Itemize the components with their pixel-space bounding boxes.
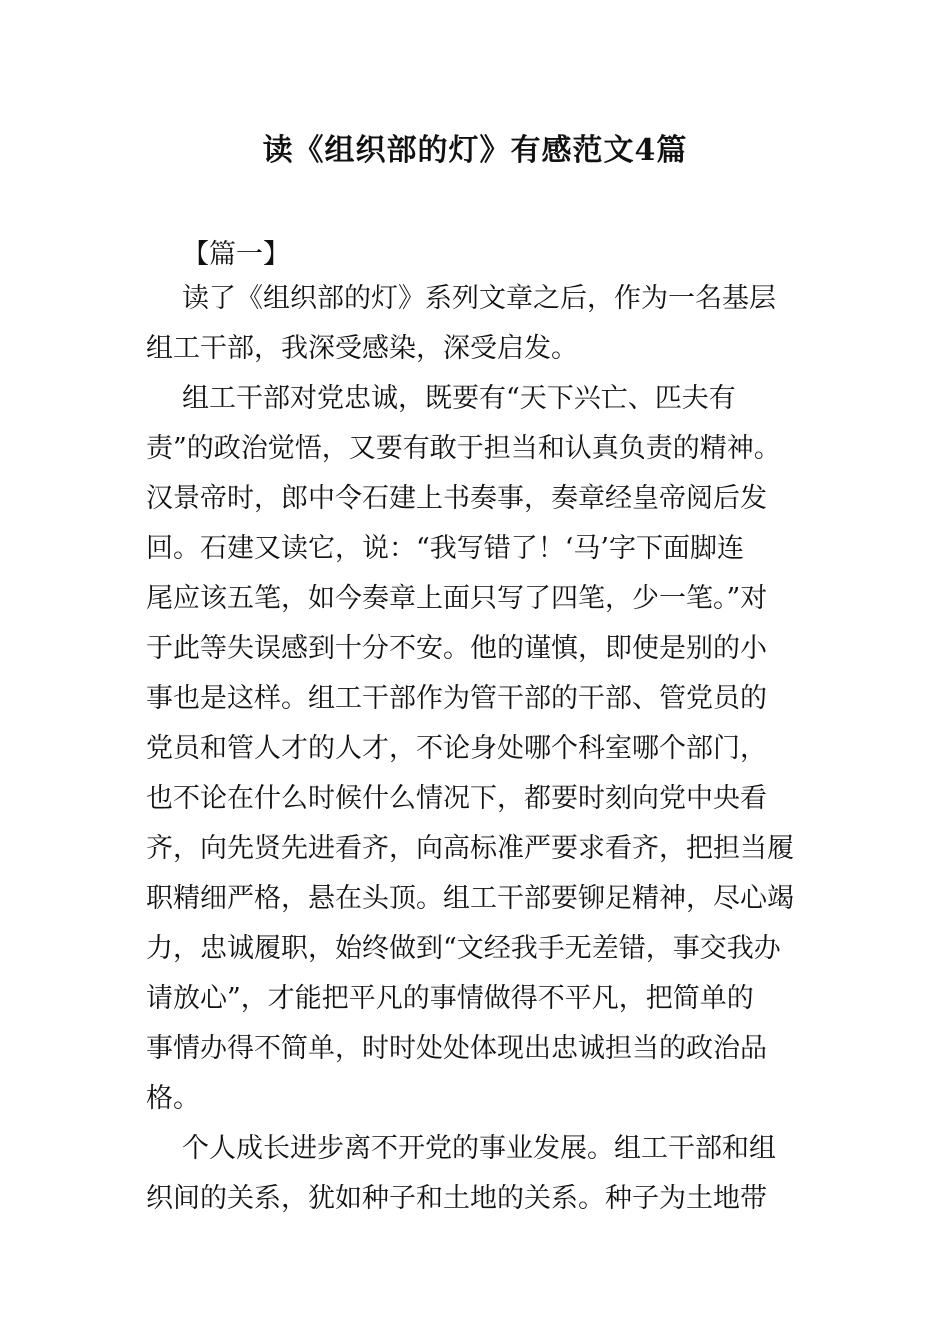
paragraph-line: 齐，向先贤先进看齐，向高标准严要求看齐，把担当履 bbox=[146, 833, 794, 864]
paragraph-line: 事也是这样。组工干部作为管干部的干部、管党员的 bbox=[146, 683, 767, 714]
paragraph-line: 责”的政治觉悟，又要有敢于担当和认真负责的精神。 bbox=[146, 433, 781, 464]
paragraph-line: 织间的关系，犹如种子和土地的关系。种子为土地带 bbox=[146, 1183, 767, 1214]
paragraph-line: 尾应该五笔，如今奏章上面只写了四笔，少一笔。”对 bbox=[146, 583, 768, 614]
paragraph-line: 个人成长进步离不开党的事业发展。组工干部和组 bbox=[182, 1133, 776, 1164]
paragraph-line: 回。石建又读它，说：“我写错了！‘马’字下面脚连 bbox=[146, 533, 744, 564]
paragraph-line: 党员和管人才的人才，不论身处哪个科室哪个部门， bbox=[146, 733, 767, 764]
body-text bbox=[146, 274, 810, 1224]
paragraph-line: 请放心”，才能把平凡的事情做得不平凡，把简单的 bbox=[146, 983, 754, 1014]
document-title: 读《组织部的灯》有感范文4篇 bbox=[262, 133, 688, 168]
paragraph-line: 于此等失误感到十分不安。他的谨慎，即使是别的小 bbox=[146, 633, 767, 664]
paragraph-line: 职精细严格，悬在头顶。组工干部要铆足精神，尽心竭 bbox=[146, 883, 794, 914]
paragraph-line: 格。 bbox=[146, 1083, 200, 1114]
paragraph-line: 组工干部对党忠诚，既要有“天下兴亡、匹夫有 bbox=[182, 383, 736, 414]
paragraph-line: 事情办得不简单，时时处处体现出忠诚担当的政治品 bbox=[146, 1033, 767, 1064]
paragraph-line: 组工干部，我深受感染，深受启发。 bbox=[146, 333, 578, 364]
paragraph-line: 汉景帝时，郎中令石建上书奏事，奏章经皇帝阅后发 bbox=[146, 483, 767, 514]
section-heading: 【篇一】 bbox=[182, 239, 290, 270]
paragraph-line: 力，忠诚履职，始终做到“文经我手无差错，事交我办 bbox=[146, 933, 781, 964]
paragraph-line: 也不论在什么时候什么情况下，都要时刻向党中央看 bbox=[146, 783, 767, 814]
paragraph-line: 读了《组织部的灯》系列文章之后，作为一名基层 bbox=[182, 283, 776, 314]
